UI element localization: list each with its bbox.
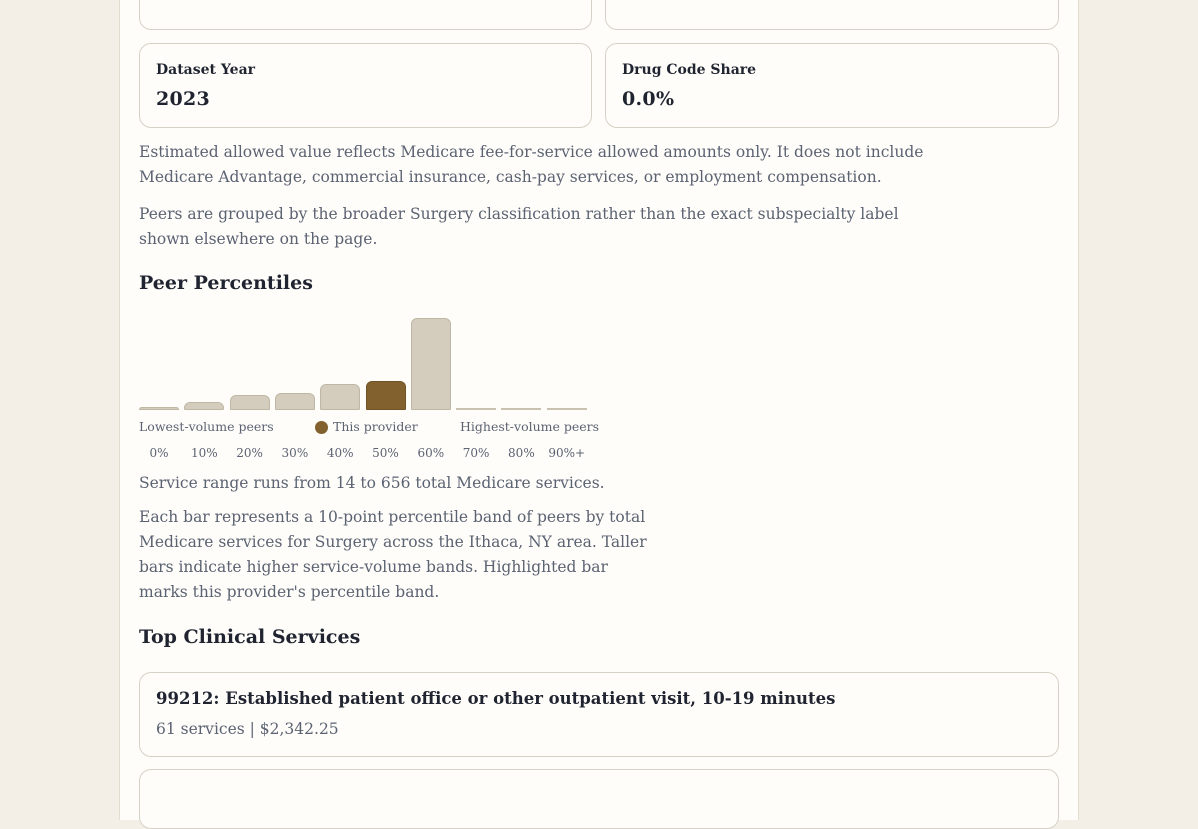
top-clinical-services-title: Top Clinical Services (139, 626, 361, 648)
explain-line-3: bars indicate higher service-volume bands. Highlighted bar (139, 558, 608, 576)
explain-line-2: Medicare services for Surgery across the Ithaca, NY area. Taller (139, 533, 647, 551)
peers-note-line-1: Peers are grouped by the broader Surgery classification rather than the exact subspecialty label (139, 205, 899, 223)
peer-percentiles-title: Peer Percentiles (139, 272, 313, 294)
percentile-bar-80pct (501, 408, 541, 410)
percentile-bar-0pct (139, 407, 179, 410)
tick-label: 40% (326, 446, 354, 460)
dataset-year-card (139, 43, 592, 128)
percentile-bar-50pct (366, 381, 406, 410)
percentile-bar-30pct (275, 393, 315, 410)
percentile-bar-70pct (456, 408, 496, 410)
provider-legend-dot (315, 421, 328, 434)
service-range-text: Service range runs from 14 to 656 total Medicare services. (139, 474, 605, 492)
this-provider-label: This provider (333, 419, 418, 434)
percentile-bar-20pct (230, 395, 270, 410)
service-meta: 61 services | $2,342.25 (156, 720, 339, 738)
allowed-amount-card (605, 0, 1059, 30)
lowest-volume-label: Lowest-volume peers (139, 419, 274, 434)
drug-code-share-value: 0.0% (622, 88, 675, 110)
tick-label: 30% (281, 446, 309, 460)
tick-label: 10% (190, 446, 218, 460)
percentile-bar-90pctplus (547, 408, 587, 410)
allowed-note-line-2: Medicare Advantage, commercial insurance, cash-pay services, or employment compensation. (139, 168, 882, 186)
percentile-bar-10pct (184, 402, 224, 410)
peers-note-line-2: shown elsewhere on the page. (139, 230, 378, 248)
tick-label: 60% (417, 446, 445, 460)
service-card-next[interactable] (139, 769, 1059, 829)
chart-explanation (139, 505, 647, 605)
tick-label: 70% (462, 446, 490, 460)
allowed-amount-value (622, 0, 741, 1)
allowed-note-line-1: Estimated allowed value reflects Medicare fee-for-service allowed amounts only. It does not include (139, 143, 924, 161)
tick-label: 0% (149, 446, 169, 460)
drug-code-share-label: Drug Code Share (622, 62, 757, 78)
allowed-value-note (139, 140, 923, 190)
explain-line-1: Each bar represents a 10-point percentile band of peers by total (139, 508, 646, 526)
tick-label: 80% (508, 446, 535, 460)
explain-line-4: marks this provider's percentile band. (139, 583, 440, 601)
dataset-year-label: Dataset Year (156, 62, 256, 78)
services-count-value (156, 0, 196, 1)
tick-label: 50% (372, 446, 399, 460)
service-card[interactable] (139, 672, 1059, 757)
services-count-card (139, 0, 592, 30)
dataset-year-value: 2023 (156, 88, 211, 110)
percentile-bar-60pct (411, 318, 451, 410)
tick-label: 20% (236, 446, 263, 460)
tick-label: 90%+ (548, 446, 586, 460)
percentile-bar-40pct (320, 384, 360, 410)
highest-volume-label: Highest-volume peers (460, 419, 600, 434)
drug-code-share-card (605, 43, 1059, 128)
peer-grouping-note (139, 202, 899, 252)
service-title: 99212: Established patient office or other outpatient visit, 10-19 minutes (156, 689, 836, 708)
